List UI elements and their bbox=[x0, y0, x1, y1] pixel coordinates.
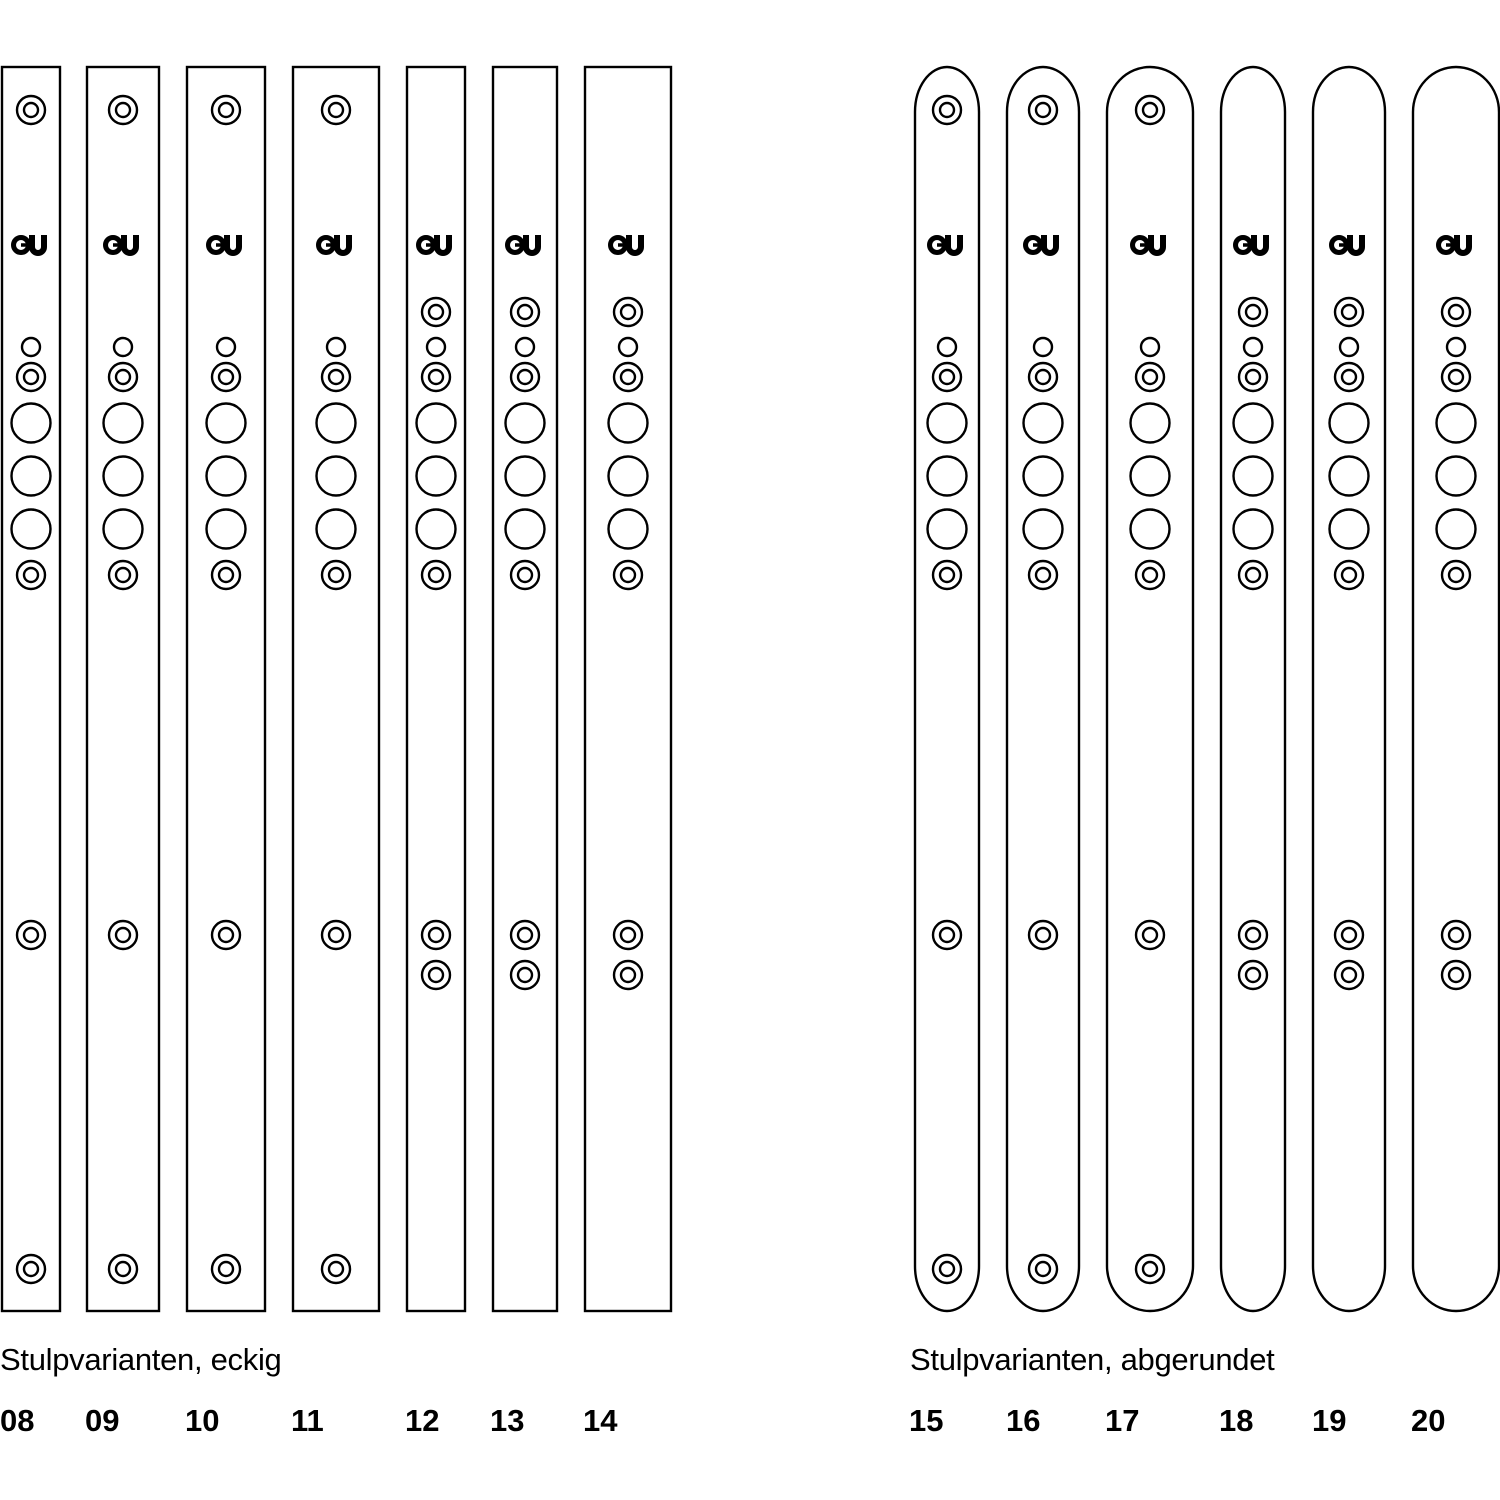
variant-code-14: 14 bbox=[583, 1403, 618, 1438]
faceplate-08 bbox=[2, 67, 60, 1311]
faceplate-12 bbox=[407, 67, 465, 1311]
variant-code-16: 16 bbox=[1006, 1403, 1041, 1438]
variant-code-08: 08 bbox=[0, 1403, 35, 1438]
variant-code-19: 19 bbox=[1312, 1403, 1347, 1438]
faceplate-body-20 bbox=[1413, 67, 1499, 1311]
variant-code-13: 13 bbox=[490, 1403, 525, 1438]
group-title-eckig: Stulpvarianten, eckig bbox=[0, 1342, 282, 1377]
variant-code-15: 15 bbox=[909, 1403, 944, 1438]
faceplate-19 bbox=[1313, 67, 1385, 1311]
variant-code-12: 12 bbox=[405, 1403, 440, 1438]
faceplate-body-10 bbox=[187, 67, 265, 1311]
faceplate-20 bbox=[1413, 67, 1499, 1311]
faceplate-body-14 bbox=[585, 67, 671, 1311]
faceplate-body-19 bbox=[1313, 67, 1385, 1311]
faceplate-09 bbox=[87, 67, 159, 1311]
faceplate-11 bbox=[293, 67, 379, 1311]
variant-code-10: 10 bbox=[185, 1403, 220, 1438]
faceplate-18 bbox=[1221, 67, 1285, 1311]
faceplate-body-11 bbox=[293, 67, 379, 1311]
variant-code-17: 17 bbox=[1105, 1403, 1140, 1438]
variant-code-20: 20 bbox=[1411, 1403, 1446, 1438]
faceplate-16 bbox=[1007, 67, 1079, 1311]
faceplate-13 bbox=[493, 67, 557, 1311]
faceplate-10 bbox=[187, 67, 265, 1311]
group-title-abgerundet: Stulpvarianten, abgerundet bbox=[910, 1342, 1275, 1377]
faceplate-body-15 bbox=[915, 67, 979, 1311]
faceplate-14 bbox=[585, 67, 671, 1311]
faceplate-15 bbox=[915, 67, 979, 1311]
variant-code-09: 09 bbox=[85, 1403, 120, 1438]
faceplate-body-12 bbox=[407, 67, 465, 1311]
faceplate-body-08 bbox=[2, 67, 60, 1311]
faceplate-body-09 bbox=[87, 67, 159, 1311]
faceplate-body-16 bbox=[1007, 67, 1079, 1311]
faceplate-body-13 bbox=[493, 67, 557, 1311]
faceplate-body-17 bbox=[1107, 67, 1193, 1311]
variant-code-18: 18 bbox=[1219, 1403, 1254, 1438]
faceplate-body-18 bbox=[1221, 67, 1285, 1311]
variant-code-11: 11 bbox=[291, 1403, 324, 1438]
faceplates-layer bbox=[2, 67, 1499, 1311]
faceplate-17 bbox=[1107, 67, 1193, 1311]
